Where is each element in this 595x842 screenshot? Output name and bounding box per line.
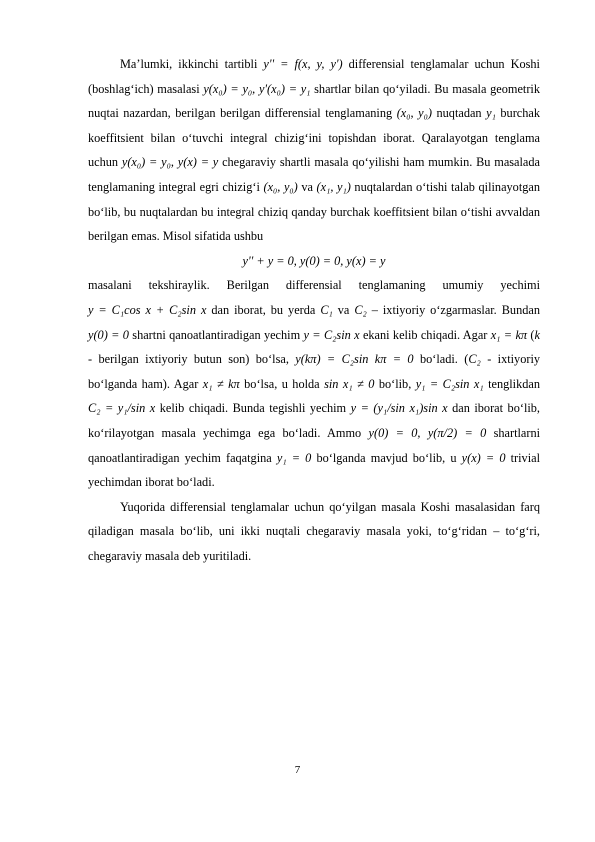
- text: differensial tenglamalar uchun Koshi (boshlag‘ich) masalasi: [88, 57, 540, 96]
- formula-y-kpi-zero: y(kπ) = C₂sin kπ = 0: [295, 352, 414, 367]
- text: chegaraviy shartli masala qo‘yilishi ham mumkin. Bu masalada tenglamaning integral egri chizig‘i: [88, 155, 540, 194]
- text: kelib chiqadi. Bunda tegishli yechim: [155, 401, 351, 416]
- formula-initial-conditions: y(x₀) = y₀, y'(x₀) = y₁: [203, 81, 311, 96]
- text: Ma’lumki, ikkinchi tartibli: [120, 57, 264, 71]
- formula-y1: y₁: [486, 106, 496, 121]
- text: shartlarni qanoatlantiradigan yechim faqatgina: [88, 425, 541, 465]
- formula-c2: C₂: [354, 302, 367, 317]
- formula-point-x1-y1: (x₁, y₁): [316, 179, 351, 194]
- text: (: [527, 327, 535, 342]
- formula-ode-second-order: y'' = f(x, y, y'): [263, 57, 343, 71]
- text: dan iborat, bu yerda: [206, 302, 321, 317]
- formula-condition-y0: y(0) = 0,: [368, 425, 421, 440]
- text: bo‘ladi. (: [413, 352, 469, 367]
- formula-trivial-solution: y(x) = 0: [461, 450, 506, 465]
- text: shartlar bilan qo‘yiladi. Bu masala geometrik nuqtai nazardan, berilgan berilgan differensial tenglamaning: [88, 81, 540, 121]
- formula-general-solution: y = C₁cos x + C₂sin x: [88, 302, 207, 317]
- text: dan iborat bo‘lib, ko‘rilayotgan masala yechimga ega bo‘ladi. Ammo: [88, 401, 540, 440]
- formula-boundary-left: y(x₀) = y₀,: [121, 155, 174, 170]
- text: shartni qanoatlantiradigan yechim: [128, 327, 304, 342]
- formula-boundary-right: y(x) = y: [177, 155, 219, 170]
- page-number: 7: [294, 764, 301, 776]
- text: bo‘lib,: [374, 376, 416, 391]
- text: masalani tekshiraylik. Berilgan differensial tenglamaning umumiy yechimi: [88, 278, 540, 293]
- text: bo‘lsa, u holda: [239, 376, 325, 391]
- paragraph-cauchy-problem: [88, 52, 540, 249]
- text: nuqtalardan o‘tishi talab qilinayotgan bo‘lib, bu nuqtalardan bu integral chiziq qanday burchak koeffitsient bilan o‘tishi avvaldan berilgan emas. Misol sifatida ushbu: [88, 179, 540, 244]
- formula-condition-y-pi-half: y(π/2) = 0: [427, 425, 487, 440]
- text: nuqtadan: [431, 106, 487, 121]
- formula-particular-solution: y = (y₁/sin x₁)sin x: [350, 401, 448, 416]
- formula-c1: C₁: [320, 302, 333, 317]
- text: ekani kelib chiqadi. Agar: [359, 327, 491, 342]
- paragraph-example-analysis: [88, 273, 540, 494]
- formula-y1-zero: y₁ = 0: [276, 450, 312, 465]
- text-block: [88, 52, 540, 568]
- formula-point-x0-y0: (x₀, y₀): [263, 179, 298, 194]
- formula-point-x0-y0: (x₀, y₀): [396, 106, 432, 121]
- text: - berilgan ixtiyoriy butun son) bo‘lsa,: [88, 352, 296, 367]
- formula-example-bvp: y'' + y = 0, y(0) = 0, y(x) = y: [242, 253, 386, 268]
- formula-solution-c2-sin: y = C₂sin x: [303, 327, 360, 342]
- formula-condition-y0: y(0) = 0: [88, 327, 129, 342]
- formula-c2: C₂: [468, 352, 481, 367]
- text: burchak koeffitsient bilan o‘tuvchi integral chizig‘ini topishdan iborat. Qaralayotgan tenglama uchun: [88, 106, 541, 170]
- formula-c2-value: C₂ = y₁/sin x: [88, 401, 156, 416]
- paragraph-boundary-definition: [88, 495, 540, 569]
- formula-x1-kpi: x₁ = kπ: [490, 327, 528, 342]
- text: Yuqorida differensial tenglamalar uchun qo‘yilgan masala Koshi masalasidan farq qiladigan masala bo‘lib, uni ikki nuqtali chegaraviy masala yoki, to‘g‘ridan – to‘g‘ri, chegaraviy masala deb yuritiladi.: [88, 499, 540, 563]
- example-equation: [88, 249, 540, 274]
- formula-k: k: [534, 327, 540, 342]
- formula-x1-not-kpi: x₁ ≠ kπ: [202, 376, 240, 391]
- formula-sin-x1-nonzero: sin x₁ ≠ 0: [324, 376, 375, 391]
- text: tenglikdan: [483, 376, 540, 391]
- text: va: [332, 302, 355, 317]
- text: – ixtiyoriy o‘zgarmaslar. Bundan: [366, 302, 540, 317]
- formula-y1-equation: y₁ = C₂sin x₁: [415, 376, 484, 391]
- text: va: [297, 179, 317, 194]
- text: - ixtiyoriy bo‘lganda ham). Agar: [88, 352, 541, 391]
- text: bo‘lganda mavjud bo‘lib, u: [311, 450, 462, 465]
- text: trivial yechimdan iborat bo‘ladi.: [88, 450, 540, 490]
